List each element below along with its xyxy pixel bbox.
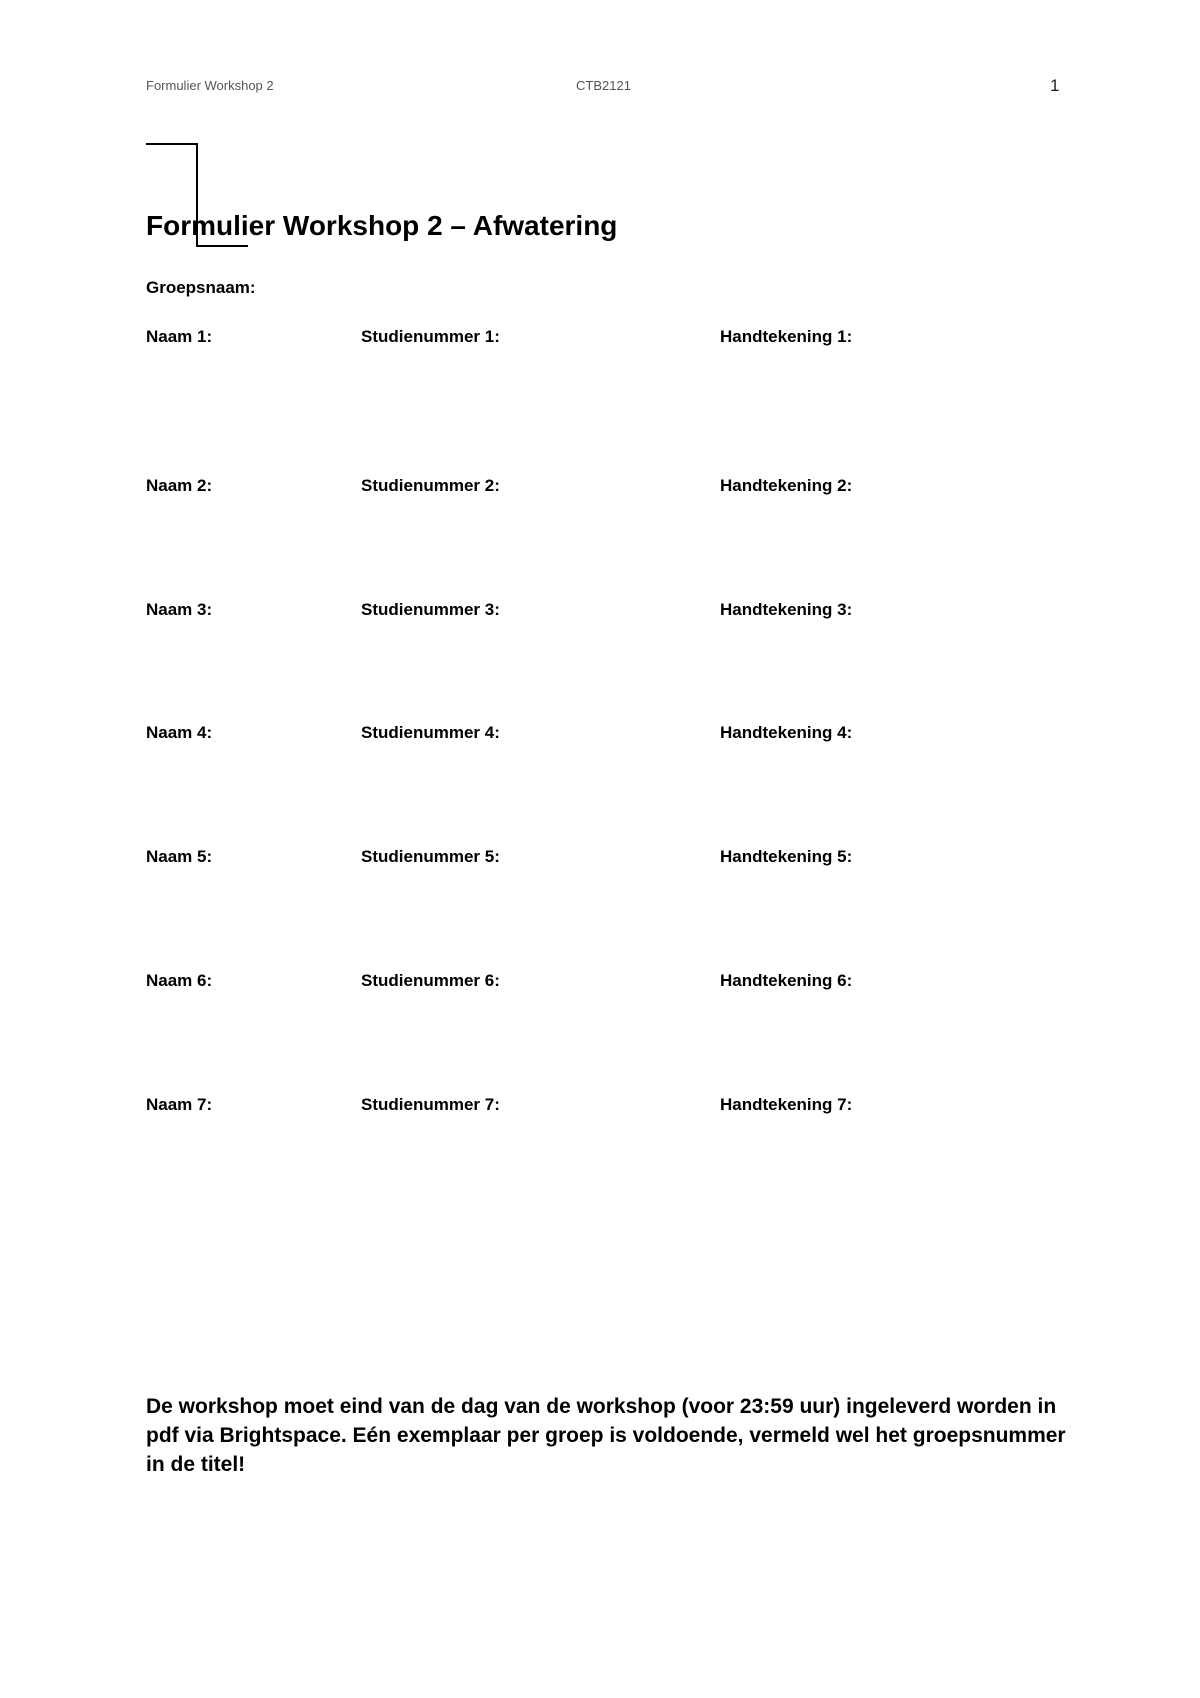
studienummer-label: Studienummer 7: <box>361 1095 500 1114</box>
handtekening-label: Handtekening 3: <box>720 600 853 619</box>
naam-label: Naam 1: <box>146 327 213 346</box>
handtekening-label: Handtekening 6: <box>720 971 853 990</box>
naam-label: Naam 2: <box>146 476 213 495</box>
naam-label: Naam 5: <box>146 847 213 866</box>
naam-label: Naam 6: <box>146 971 213 990</box>
handtekening-label: Handtekening 7: <box>720 1095 853 1114</box>
handtekening-label: Handtekening 1: <box>720 327 853 346</box>
crop-mark-top <box>146 143 196 145</box>
member-row <box>0 971 1200 995</box>
studienummer-label: Studienummer 6: <box>361 971 500 990</box>
studienummer-label: Studienummer 2: <box>361 476 500 495</box>
page-title: Formulier Workshop 2 – Afwatering <box>146 210 618 241</box>
member-row <box>0 476 1200 500</box>
running-header-title: Formulier Workshop 2 <box>146 78 274 93</box>
member-row <box>0 327 1200 351</box>
handtekening-label: Handtekening 4: <box>720 723 853 742</box>
naam-label: Naam 7: <box>146 1095 213 1114</box>
member-row <box>0 723 1200 747</box>
studienummer-label: Studienummer 5: <box>361 847 500 866</box>
running-header-course-code: CTB2121 <box>576 78 631 93</box>
submission-instructions: De workshop moet eind van de dag van de workshop (voor 23:59 uur) ingeleverd worden in pdf via Brightspace. Eén exemplaar per groep is voldoende, vermeld wel het groepsnummer in de titel! <box>146 1395 1066 1476</box>
naam-label: Naam 3: <box>146 600 213 619</box>
studienummer-label: Studienummer 3: <box>361 600 500 619</box>
groepsnaam-label: Groepsnaam: <box>146 278 256 297</box>
studienummer-label: Studienummer 4: <box>361 723 500 742</box>
studienummer-label: Studienummer 1: <box>361 327 500 346</box>
naam-label: Naam 4: <box>146 723 213 742</box>
member-row <box>0 847 1200 871</box>
handtekening-label: Handtekening 2: <box>720 476 853 495</box>
crop-mark-bottom <box>196 245 248 247</box>
handtekening-label: Handtekening 5: <box>720 847 853 866</box>
member-row <box>0 600 1200 624</box>
member-row <box>0 1095 1200 1119</box>
page-number: 1 <box>1050 76 1060 95</box>
